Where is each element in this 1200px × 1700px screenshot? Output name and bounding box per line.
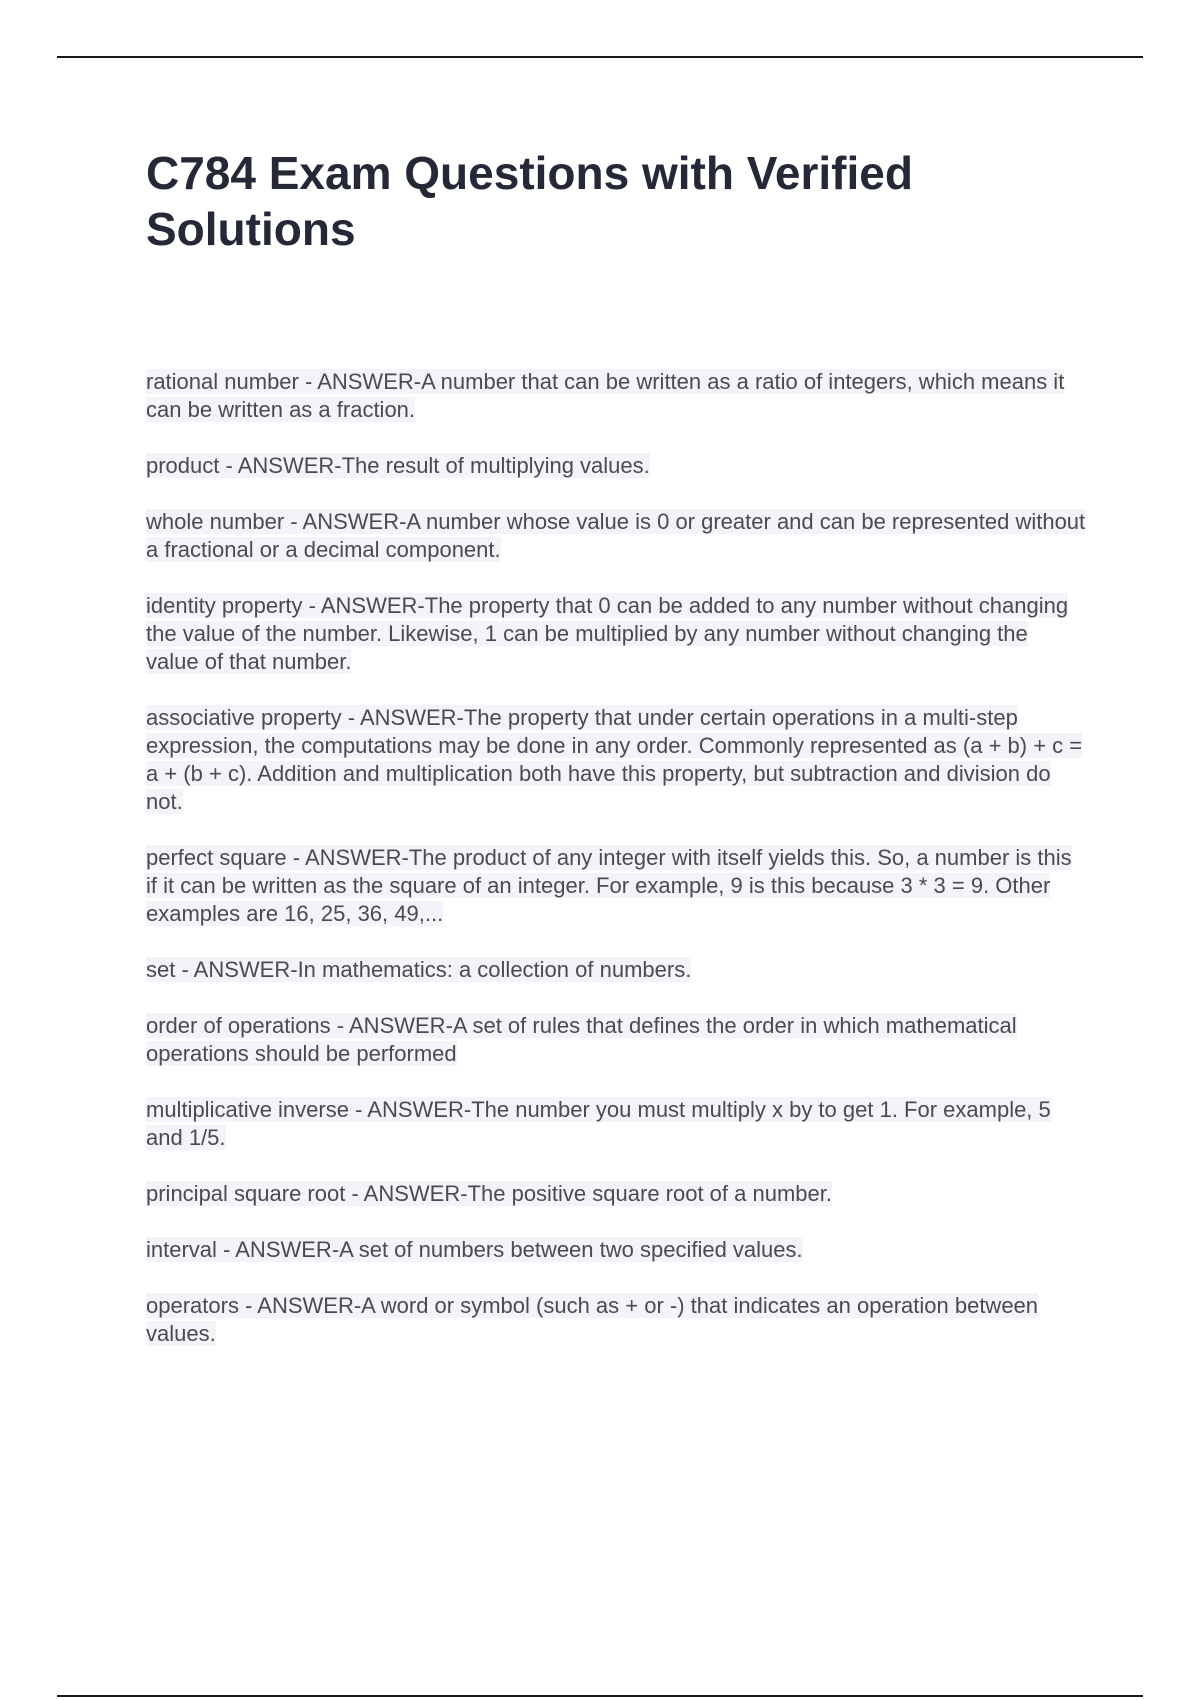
bottom-divider [57,1695,1143,1697]
qa-item [146,956,1086,984]
qa-item [146,508,1086,564]
qa-item-text: identity property - ANSWER-The property that 0 can be added to any number without changing the value of the number. Likewise, 1 can be multiplied by any number without changing the value of that number. [146,593,1069,674]
qa-item [146,1236,1086,1264]
qa-list [146,368,1086,1376]
qa-item [146,704,1086,816]
qa-item-text: principal square root - ANSWER-The positive square root of a number. [146,1181,832,1206]
qa-item [146,592,1086,676]
qa-item-text: interval - ANSWER-A set of numbers between two specified values. [146,1237,803,1262]
qa-item [146,452,1086,480]
qa-item-text: rational number - ANSWER-A number that can be written as a ratio of integers, which means it can be written as a fraction. [146,369,1065,422]
top-divider [57,56,1143,58]
qa-item [146,1292,1086,1348]
qa-item-text: product - ANSWER-The result of multiplying values. [146,453,650,478]
qa-item-text: set - ANSWER-In mathematics: a collection of numbers. [146,957,692,982]
qa-item [146,1096,1086,1152]
qa-item-text: associative property - ANSWER-The property that under certain operations in a multi-step expression, the computations may be done in any order. Commonly represented as (a + b) + c = a + (b + c). Addition and multiplication both have this property, but subtraction and division do not. [146,705,1083,814]
qa-item-text: perfect square - ANSWER-The product of any integer with itself yields this. So, a number is this if it can be written as the square of an integer. For example, 9 is this because 3 * 3 = 9. Other examples are 16, 25, 36, 49,... [146,845,1072,926]
qa-item-text: whole number - ANSWER-A number whose value is 0 or greater and can be represented without a fractional or a decimal component. [146,509,1086,562]
qa-item-text: operators - ANSWER-A word or symbol (such as + or -) that indicates an operation between values. [146,1293,1039,1346]
page-title: C784 Exam Questions with Verified Solutions [146,147,913,255]
qa-item [146,1180,1086,1208]
qa-item [146,844,1086,928]
qa-item [146,1012,1086,1068]
qa-item [146,368,1086,424]
qa-item-text: order of operations - ANSWER-A set of rules that defines the order in which mathematical operations should be performed [146,1013,1017,1066]
qa-item-text: multiplicative inverse - ANSWER-The number you must multiply x by to get 1. For example, 5 and 1/5. [146,1097,1051,1150]
